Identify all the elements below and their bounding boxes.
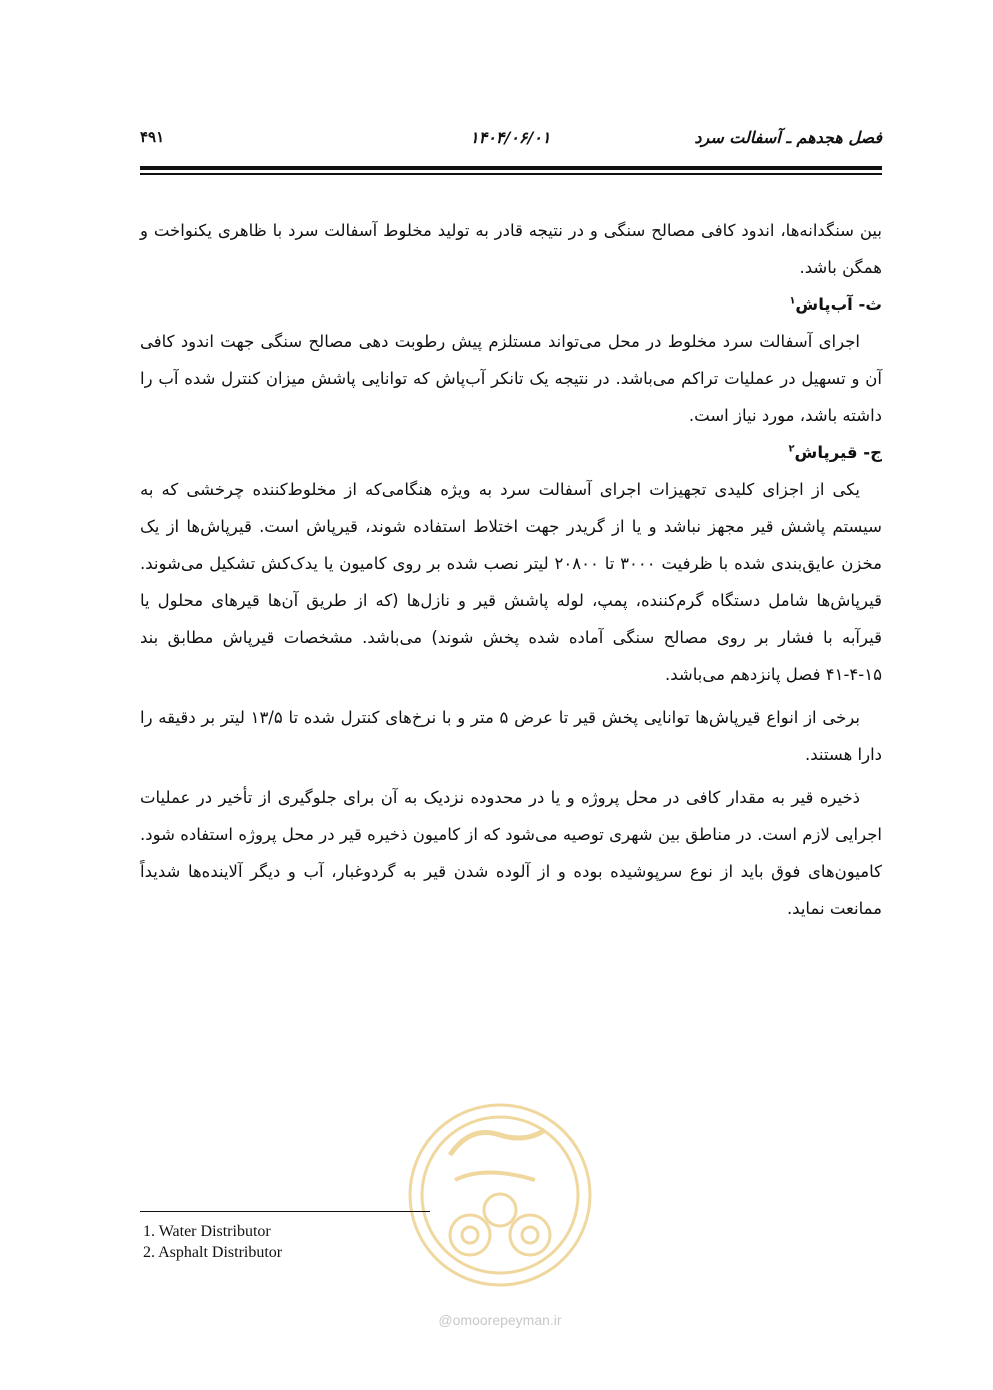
- header-date: ۱۴۰۴/۰۶/۰۱: [470, 128, 551, 147]
- header-rule-thin: [140, 173, 882, 175]
- footnote-2: 2. Asphalt Distributor: [143, 1244, 283, 1261]
- paragraph-asphalt-3: ذخیره قیر به مقدار کافی در محل پروژه و یا در محدوده نزدیک به آن برای جلوگیری از تأخیر در عملیات اجرایی لازم است. در مناطق بین شهری توصیه می‌شود که از کامیون ذخیره قیر در محل پروژه استفاده شود. کامیون‌های فوق باید از نوع سرپوشیده بوده و از آلوده شدن قیر به گردوغبار، آب و دیگر آلاینده‌ها شدیداً ممانعت نماید.: [140, 788, 882, 918]
- header-rule-thick: [140, 166, 882, 170]
- heading-asphalt-text: ج- قیرپاش: [794, 443, 882, 462]
- page-number: ۴۹۱: [140, 128, 165, 146]
- paragraph-asphalt-2: برخی از انواع قیرپاش‌ها توانایی پخش قیر تا عرض ۵ متر و با نرخ‌های کنترل شده تا ۱۳/۵ لیتر بر دقیقه را دارا هستند.: [140, 708, 882, 764]
- footnote-rule: [140, 1211, 430, 1212]
- footnote-ref-2: ۲: [788, 443, 795, 455]
- heading-water-text: ث- آب‌پاش: [795, 295, 882, 314]
- page-body: [140, 212, 882, 927]
- watermark-url: @omoorepeyman.ir: [438, 1312, 562, 1328]
- footnote-1: 1. Water Distributor: [143, 1223, 271, 1240]
- footnotes: [143, 1221, 282, 1263]
- heading-water-distributor: [140, 286, 882, 323]
- paragraph-intro: بین سنگدانه‌ها، اندود کافی مصالح سنگی و در نتیجه قادر به تولید مخلوط آسفالت سرد با ظاهری یکنواخت و همگن باشد.: [140, 221, 882, 277]
- heading-asphalt-distributor: [140, 434, 882, 471]
- paragraph-water: اجرای آسفالت سرد مخلوط در محل می‌تواند مستلزم پیش رطوبت دهی مصالح سنگی جهت اندود کافی آن و تسهیل در عملیات تراکم می‌باشد. در نتیجه یک تانکر آب‌پاش که توانایی پاشش میزان کنترل شده آب را داشته باشد، مورد نیاز است.: [140, 332, 882, 425]
- chapter-title: فصل هجدهم ـ آسفالت سرد: [694, 128, 882, 147]
- paragraph-asphalt-1: یکی از اجزای کلیدی تجهیزات اجرای آسفالت سرد به ویژه هنگامی‌که از مخلوط‌کننده چرخشی که به سیستم پاشش قیر مجهز نباشد و یا از گریدر جهت اختلاط استفاده شوند، قیرپاش است. قیرپاش‌ها از یک مخزن عایق‌بندی شده با ظرفیت ۳۰۰۰ تا ۲۰۸۰۰ لیتر نصب شده بر روی کامیون یا یدک‌کش تشکیل می‌شوند. قیرپاش‌ها شامل دستگاه گرم‌کننده، پمپ، لوله پاشش قیر و نازل‌ها (که از طریق آن‌ها قیرهای محلول یا قیرآبه با فشار بر روی مصالح سنگی آماده شده پخش شوند) می‌باشد. مشخصات قیرپاش مطابق بند ۱۵-۴-۴۱ فصل پانزدهم می‌باشد.: [140, 480, 882, 684]
- page-header: [140, 128, 882, 156]
- footnote-ref-1: ۱: [789, 295, 796, 307]
